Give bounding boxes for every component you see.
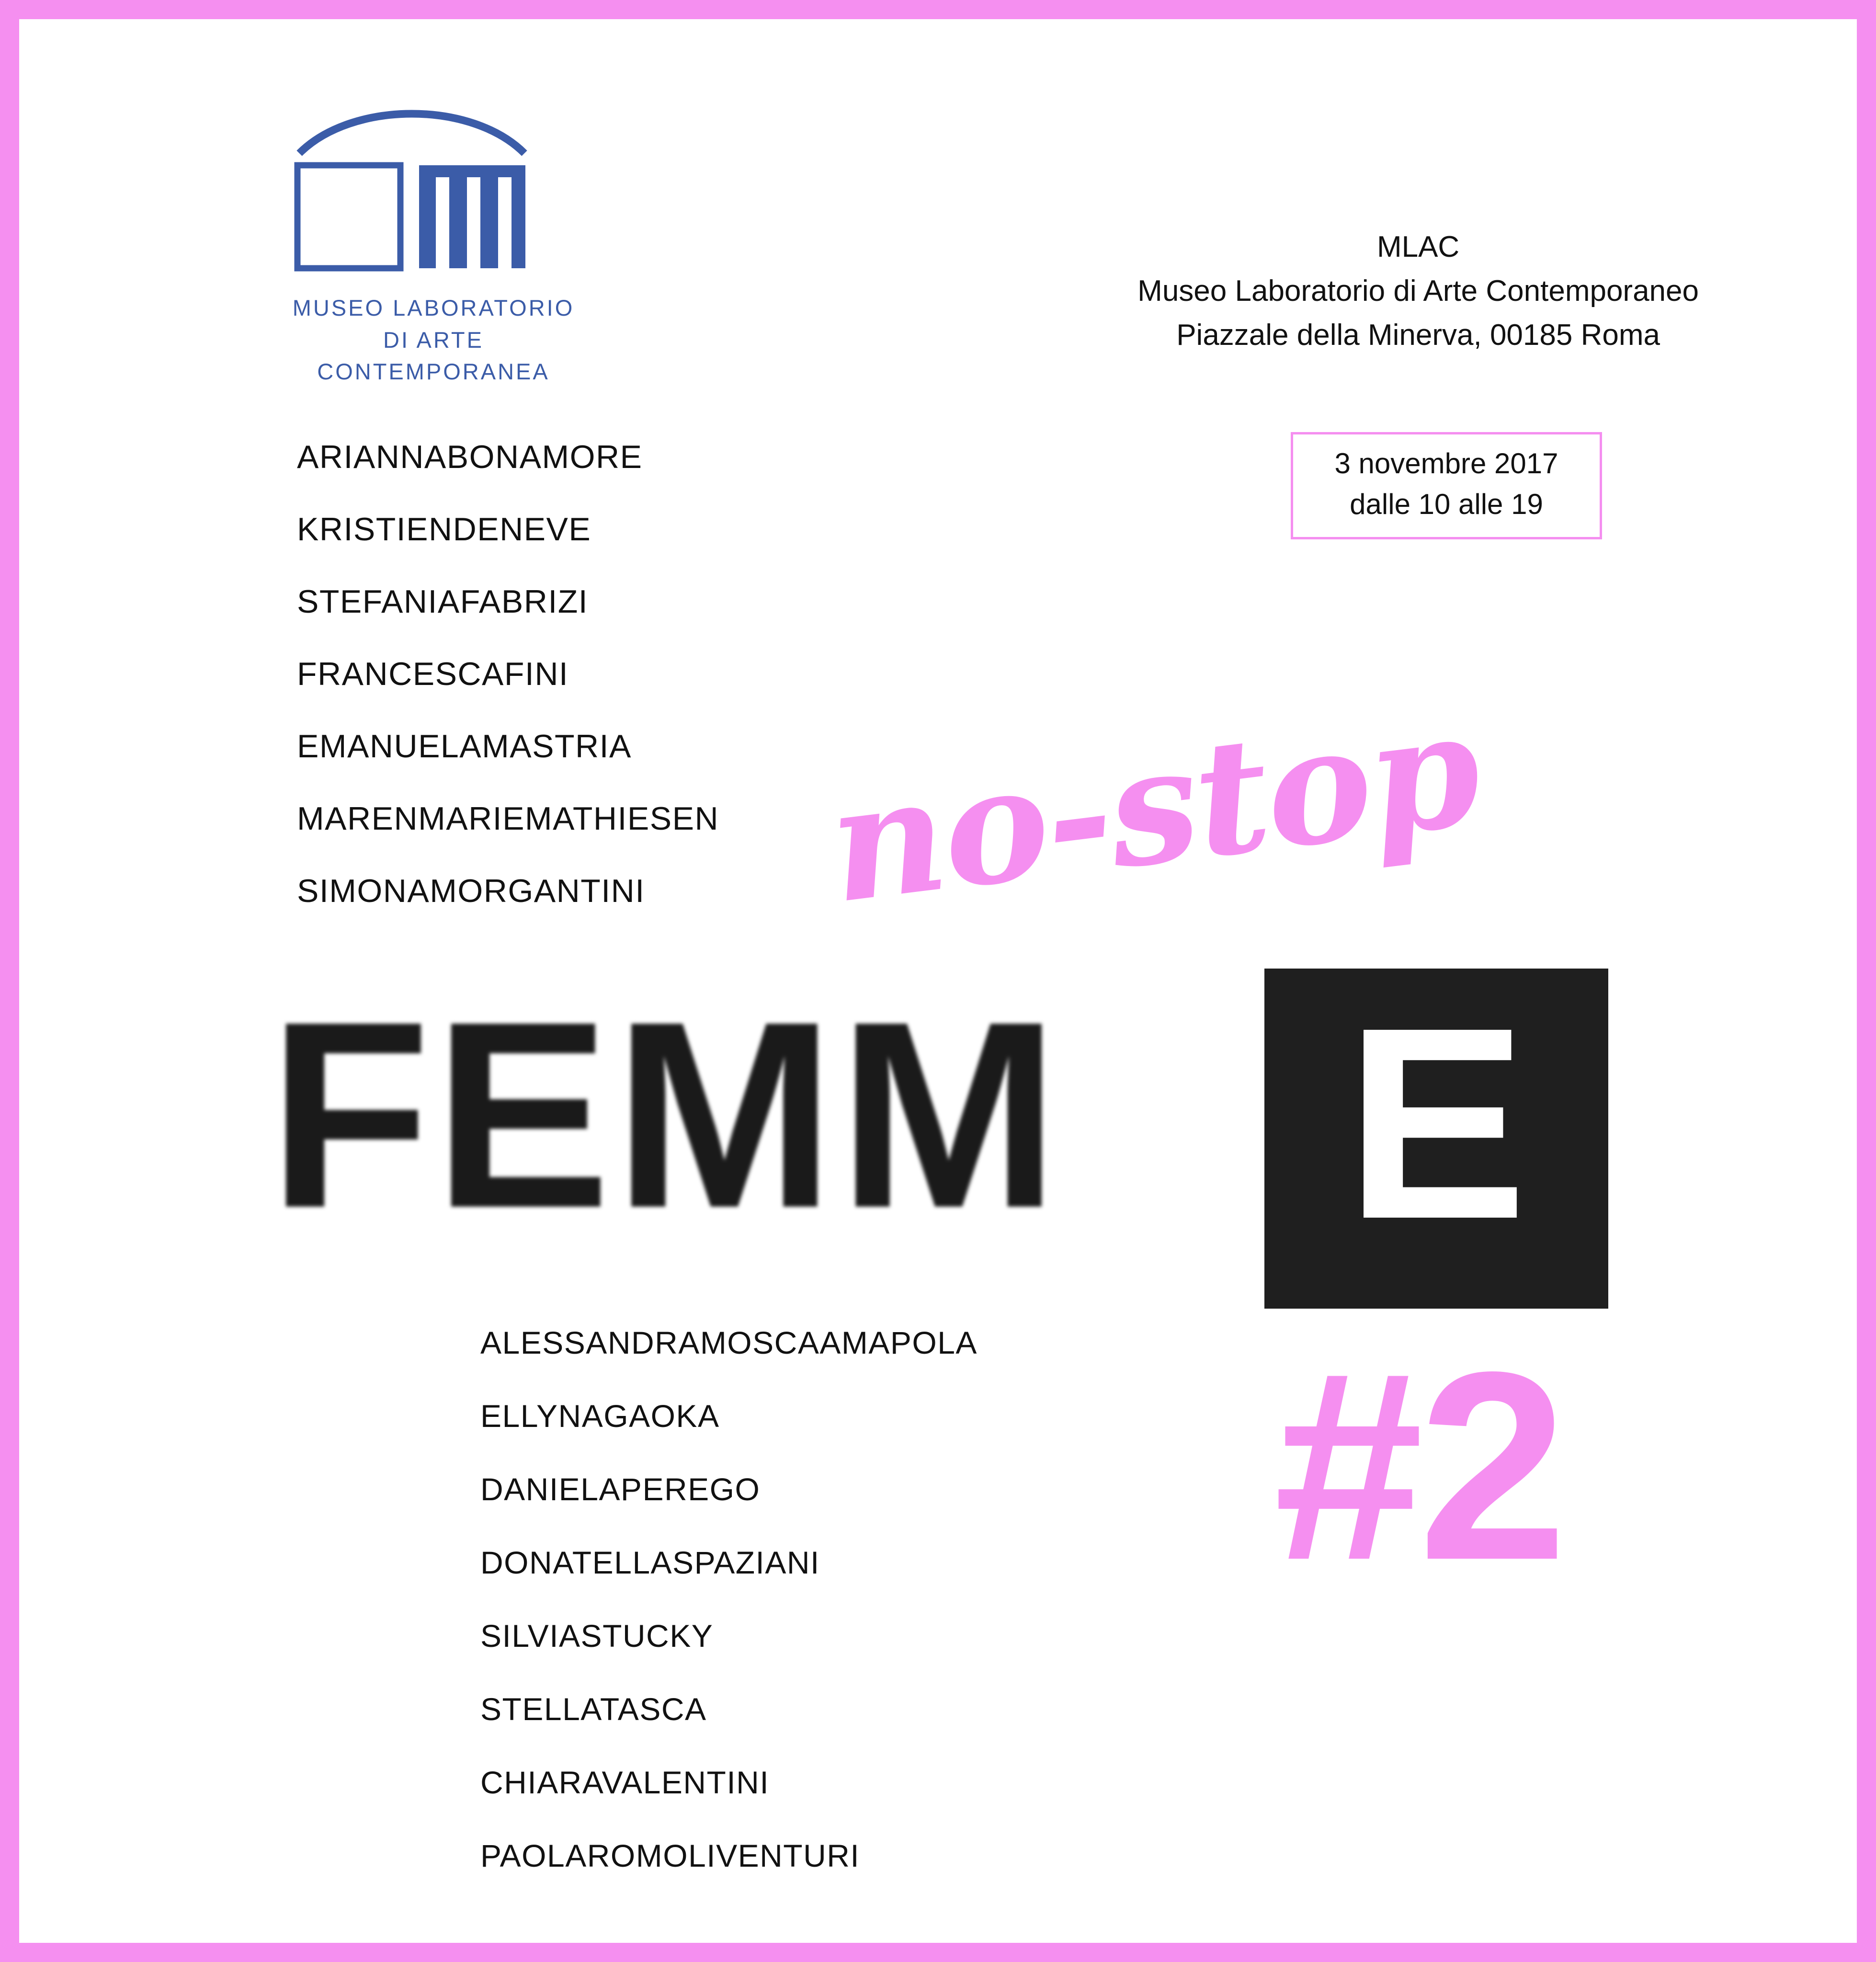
poster-inner bbox=[19, 19, 1857, 1943]
list-item: ALESSANDRAMOSCAAMAPOLA bbox=[480, 1325, 978, 1360]
list-item: PAOLAROMOLIVENTURI bbox=[480, 1838, 860, 1873]
list-item: STELLATASCA bbox=[480, 1691, 707, 1727]
list-item: MARENMARIEMATHIESEN bbox=[297, 800, 719, 837]
venue-address: Piazzale della Minerva, 00185 Roma bbox=[1176, 318, 1660, 352]
artist-list-top bbox=[297, 441, 719, 947]
list-item: KRISTIENDENEVE bbox=[297, 511, 591, 548]
date-text: 3 novembre 2017 bbox=[1334, 447, 1558, 479]
list-item: ELLYNAGAOKA bbox=[480, 1398, 720, 1434]
mlac-logo bbox=[280, 103, 587, 385]
hours-text: dalle 10 alle 19 bbox=[1350, 488, 1543, 521]
mlac-logo-text-line1: MUSEO LABORATORIO bbox=[292, 295, 575, 320]
list-item: SILVIASTUCKY bbox=[480, 1618, 714, 1654]
femm-wordmark: FEMM bbox=[268, 966, 1062, 1263]
list-item: STEFANIAFABRIZI bbox=[297, 583, 589, 620]
no-stop-script: no-stop bbox=[819, 674, 1488, 939]
mlac-logo-text-line2: DI ARTE CONTEMPORANEA bbox=[317, 327, 550, 385]
list-item: ARIANNABONAMORE bbox=[297, 439, 643, 475]
edition-number: #2 bbox=[1274, 1316, 1563, 1616]
list-item: SIMONAMORGANTINI bbox=[297, 873, 645, 909]
list-item: DANIELAPEREGO bbox=[480, 1472, 761, 1507]
date-box bbox=[1291, 432, 1602, 539]
mlac-logo-mark bbox=[280, 103, 587, 295]
venue-full-name: Museo Laboratorio di Arte Contemporaneo bbox=[1137, 274, 1699, 308]
venue-name: MLAC bbox=[1376, 230, 1460, 263]
list-item: CHIARAVALENTINI bbox=[480, 1765, 770, 1800]
list-item: FRANCESCAFINI bbox=[297, 656, 569, 692]
mlac-logo-text bbox=[280, 292, 587, 388]
list-item: DONATELLASPAZIANI bbox=[480, 1545, 820, 1580]
accent-letter-square bbox=[1264, 969, 1608, 1309]
venue-block bbox=[1137, 225, 1699, 357]
accent-letter-e: E bbox=[1345, 970, 1528, 1276]
list-item: EMANUELAMASTRIA bbox=[297, 728, 632, 764]
artist-list-bottom bbox=[480, 1327, 978, 1913]
